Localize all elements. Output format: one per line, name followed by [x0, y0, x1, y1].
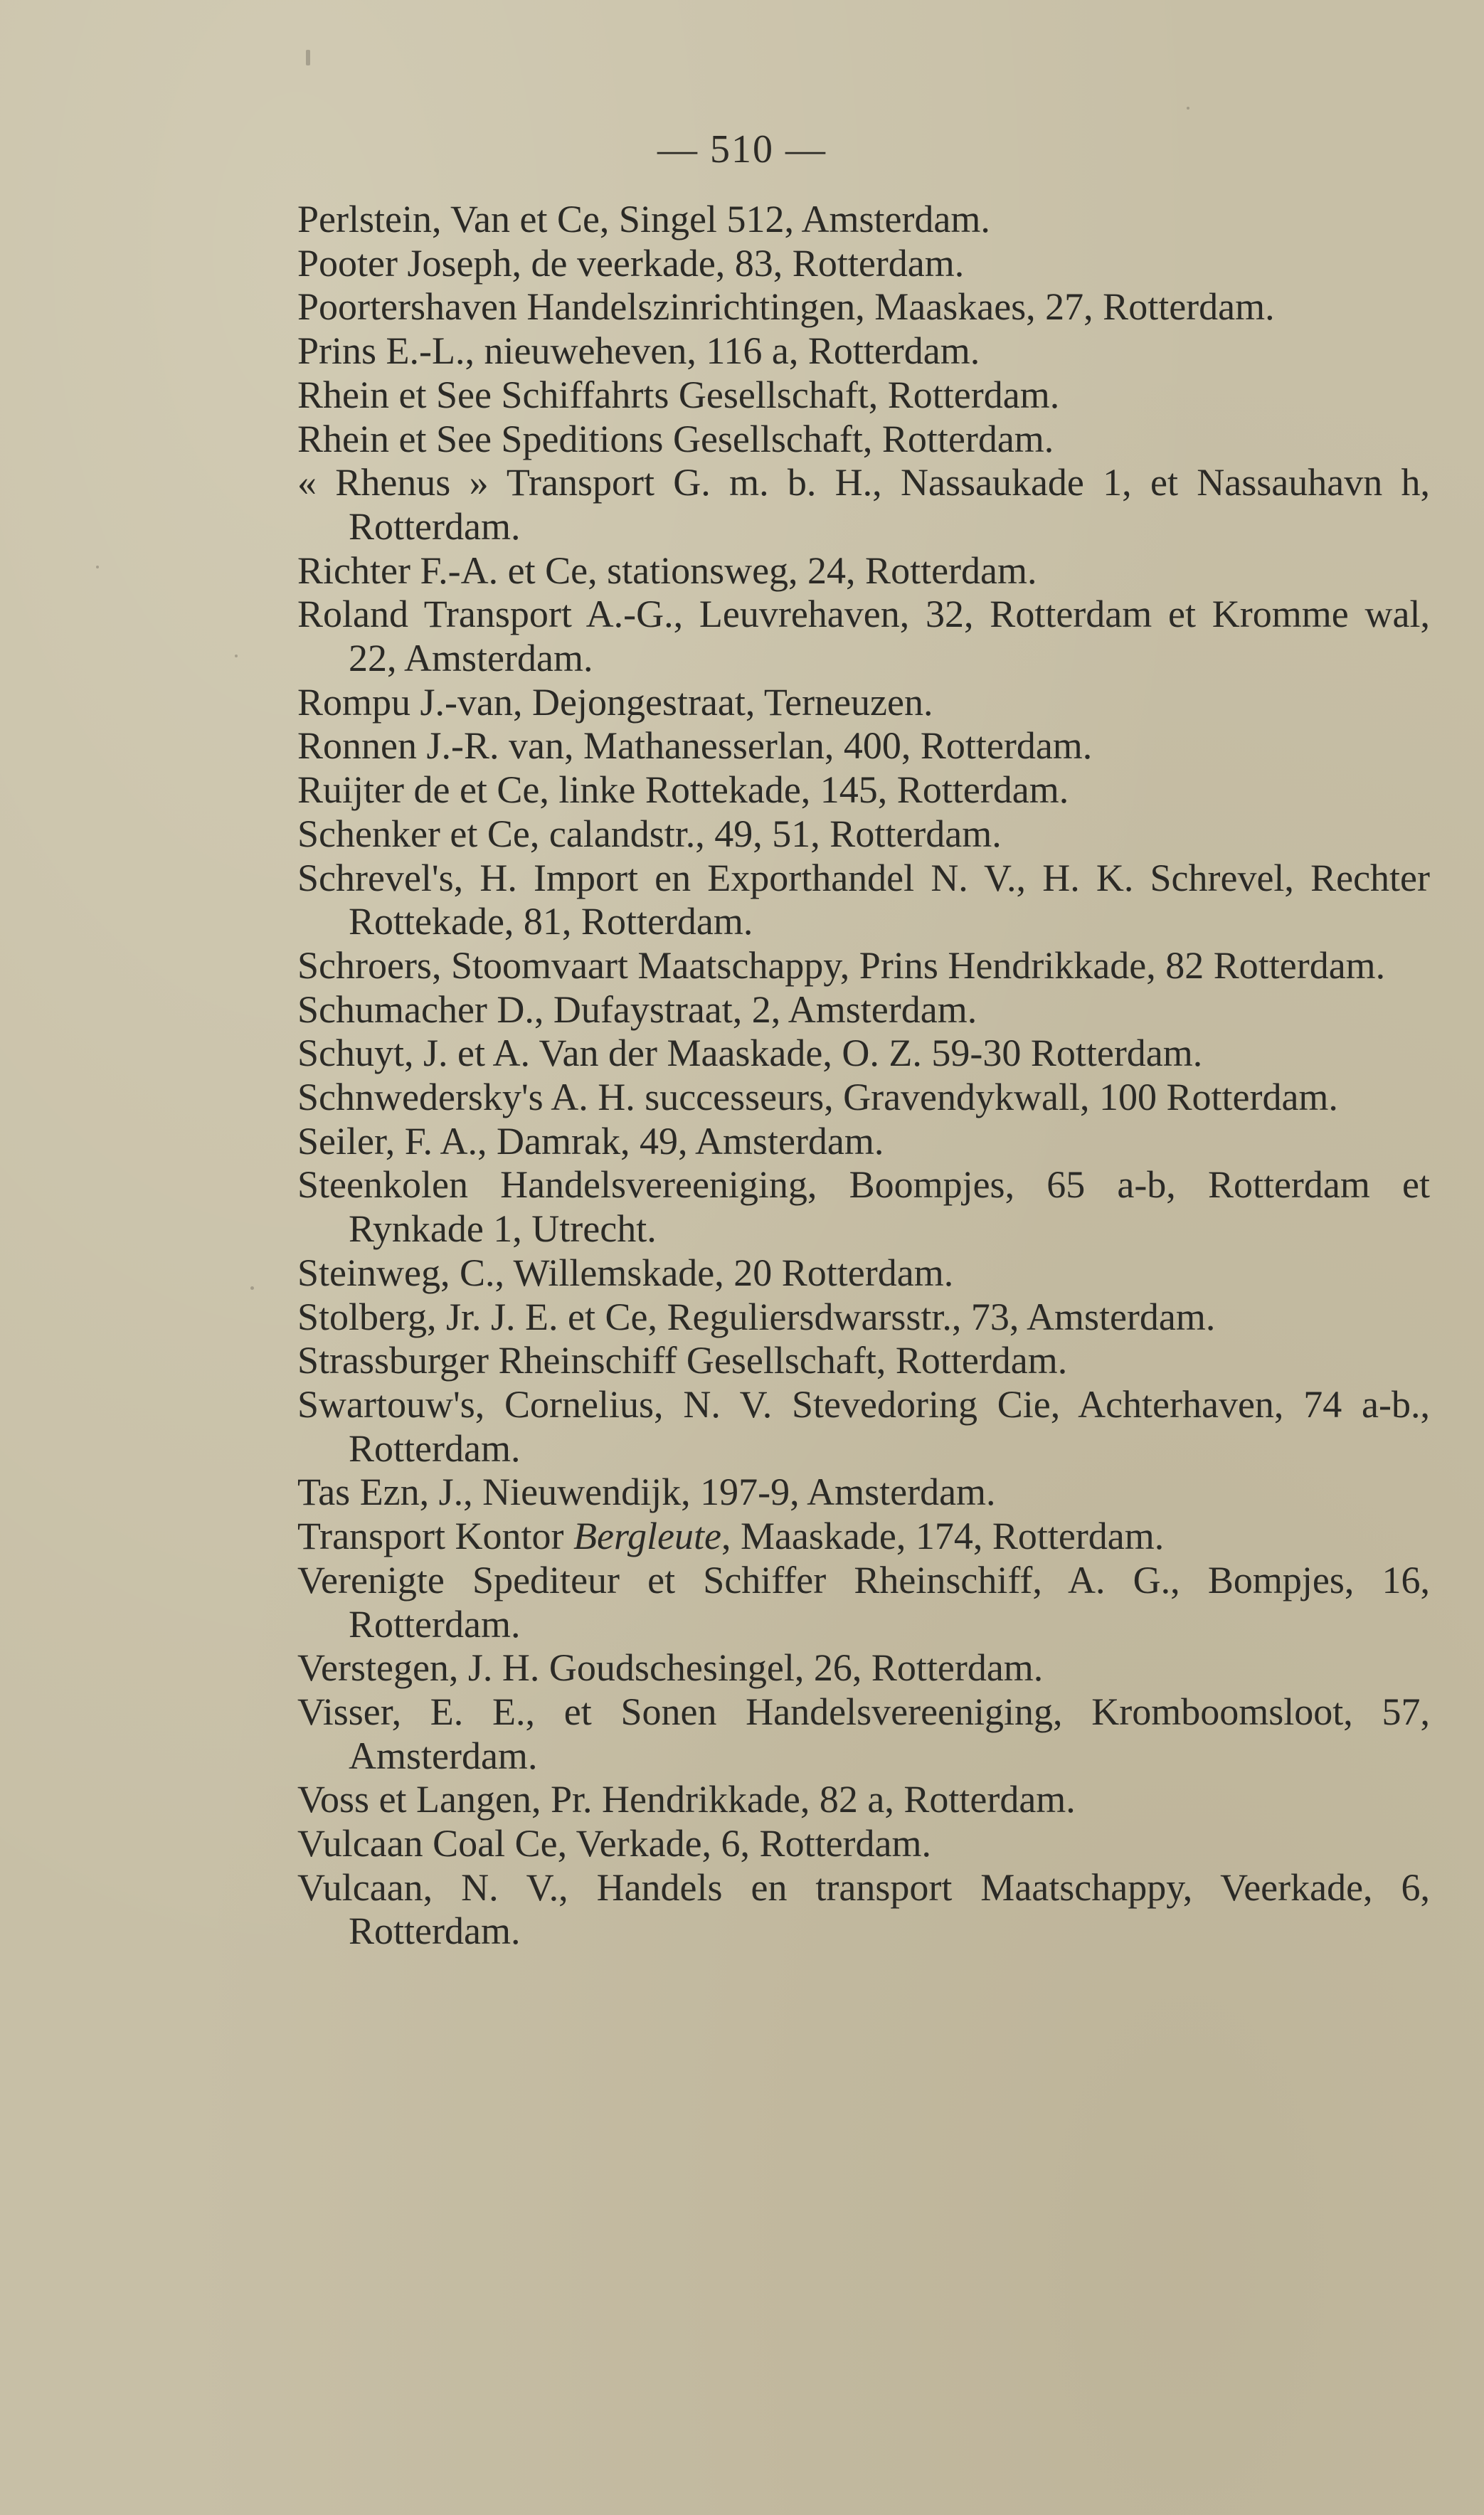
directory-entry: Roland Transport A.-G., Leuvrehaven, 32, Rotterdam et Kromme wal, 22, Amsterdam.	[297, 593, 1430, 680]
page-number: — 510 —	[657, 127, 827, 171]
directory-entry: Rhein et See Schiffahrts Gesellschaft, Rotterdam.	[297, 373, 1060, 416]
directory-list	[297, 198, 1430, 1954]
paper-speck	[96, 566, 99, 568]
directory-entry: « Rhenus » Transport G. m. b. H., Nassaukade 1, et Nassauhavn h, Rotterdam.	[297, 461, 1430, 548]
directory-entry: Schuyt, J. et A. Van der Maaskade, O. Z. 59-30 Rotterdam.	[297, 1032, 1203, 1075]
directory-entry: Perlstein, Van et Ce, Singel 512, Amsterdam.	[297, 198, 990, 240]
directory-entry: Prins E.-L., nieuweheven, 116 a, Rotterdam.	[297, 329, 980, 373]
directory-entry: Ruijter de et Ce, linke Rottekade, 145, Rotterdam.	[297, 768, 1069, 812]
directory-entry: Schenker et Ce, calandstr., 49, 51, Rotterdam.	[297, 812, 1002, 855]
entry-text-end: , Maaskade, 174, Rotterdam.	[721, 1515, 1165, 1558]
directory-entry: Rhein et See Speditions Gesellschaft, Rotterdam.	[297, 417, 1054, 460]
directory-entry: Seiler, F. A., Damrak, 49, Amsterdam.	[297, 1119, 884, 1163]
directory-entry: Vulcaan Coal Ce, Verkade, 6, Rotterdam.	[297, 1822, 931, 1865]
entry-text-italic: Bergleute	[573, 1515, 721, 1558]
entry-text-start: Transport Kontor	[297, 1515, 574, 1558]
directory-entry: Voss et Langen, Pr. Hendrikkade, 82 a, Rotterdam.	[297, 1778, 1076, 1821]
directory-entry: Strassburger Rheinschiff Gesellschaft, Rotterdam.	[297, 1339, 1068, 1382]
directory-entry: Schnwedersky's A. H. successeurs, Gravendykwall, 100 Rotterdam.	[297, 1076, 1338, 1119]
directory-entry: Stolberg, Jr. J. E. et Ce, Reguliersdwarsstr., 73, Amsterdam.	[297, 1295, 1216, 1338]
directory-entry: Schroers, Stoomvaart Maatschappy, Prins Hendrikkade, 82 Rotterdam.	[297, 943, 1386, 987]
directory-entry: Swartouw's, Cornelius, N. V. Stevedoring Cie, Achterhaven, 74 a-b., Rotterdam.	[297, 1382, 1430, 1470]
paper-speck	[306, 50, 310, 65]
directory-entry: Schumacher D., Dufaystraat, 2, Amsterdam.	[297, 988, 977, 1031]
directory-entry: Poortershaven Handelszinrichtingen, Maaskaes, 27, Rotterdam.	[297, 285, 1275, 329]
directory-entry: Schrevel's, H. Import en Exporthandel N. V., H. K. Schrevel, Rechter Rottekade, 81, Rotterdam.	[297, 856, 1430, 943]
directory-entry: Visser, E. E., et Sonen Handelsvereeniging, Kromboomsloot, 57, Amsterdam.	[297, 1690, 1430, 1777]
directory-entry: Pooter Joseph, de veerkade, 83, Rotterdam.	[297, 241, 965, 285]
paper-speck	[1187, 107, 1189, 110]
paper-speck	[250, 1286, 254, 1290]
directory-entry	[297, 1515, 1430, 1559]
directory-entry: Steenkolen Handelsvereeniging, Boompjes, 65 a-b, Rotterdam et Rynkade 1, Utrecht.	[297, 1163, 1430, 1251]
directory-entry: Verenigte Spediteur et Schiffer Rheinschiff, A. G., Bompjes, 16, Rotterdam.	[297, 1558, 1430, 1646]
directory-entry: Steinweg, C., Willemskade, 20 Rotterdam.	[297, 1251, 954, 1294]
paper-speck	[235, 655, 238, 657]
directory-entry: Rompu J.-van, Dejongestraat, Terneuzen.	[297, 680, 933, 724]
directory-entry: Richter F.-A. et Ce, stationsweg, 24, Rotterdam.	[297, 549, 1037, 592]
directory-entry: Vulcaan, N. V., Handels en transport Maatschappy, Veerkade, 6, Rotterdam.	[297, 1865, 1430, 1953]
directory-entry: Verstegen, J. H. Goudschesingel, 26, Rotterdam.	[297, 1646, 1044, 1690]
directory-entry: Tas Ezn, J., Nieuwendijk, 197-9, Amsterdam.	[297, 1471, 996, 1514]
directory-entry: Ronnen J.-R. van, Mathanesserlan, 400, Rotterdam.	[297, 724, 1093, 768]
